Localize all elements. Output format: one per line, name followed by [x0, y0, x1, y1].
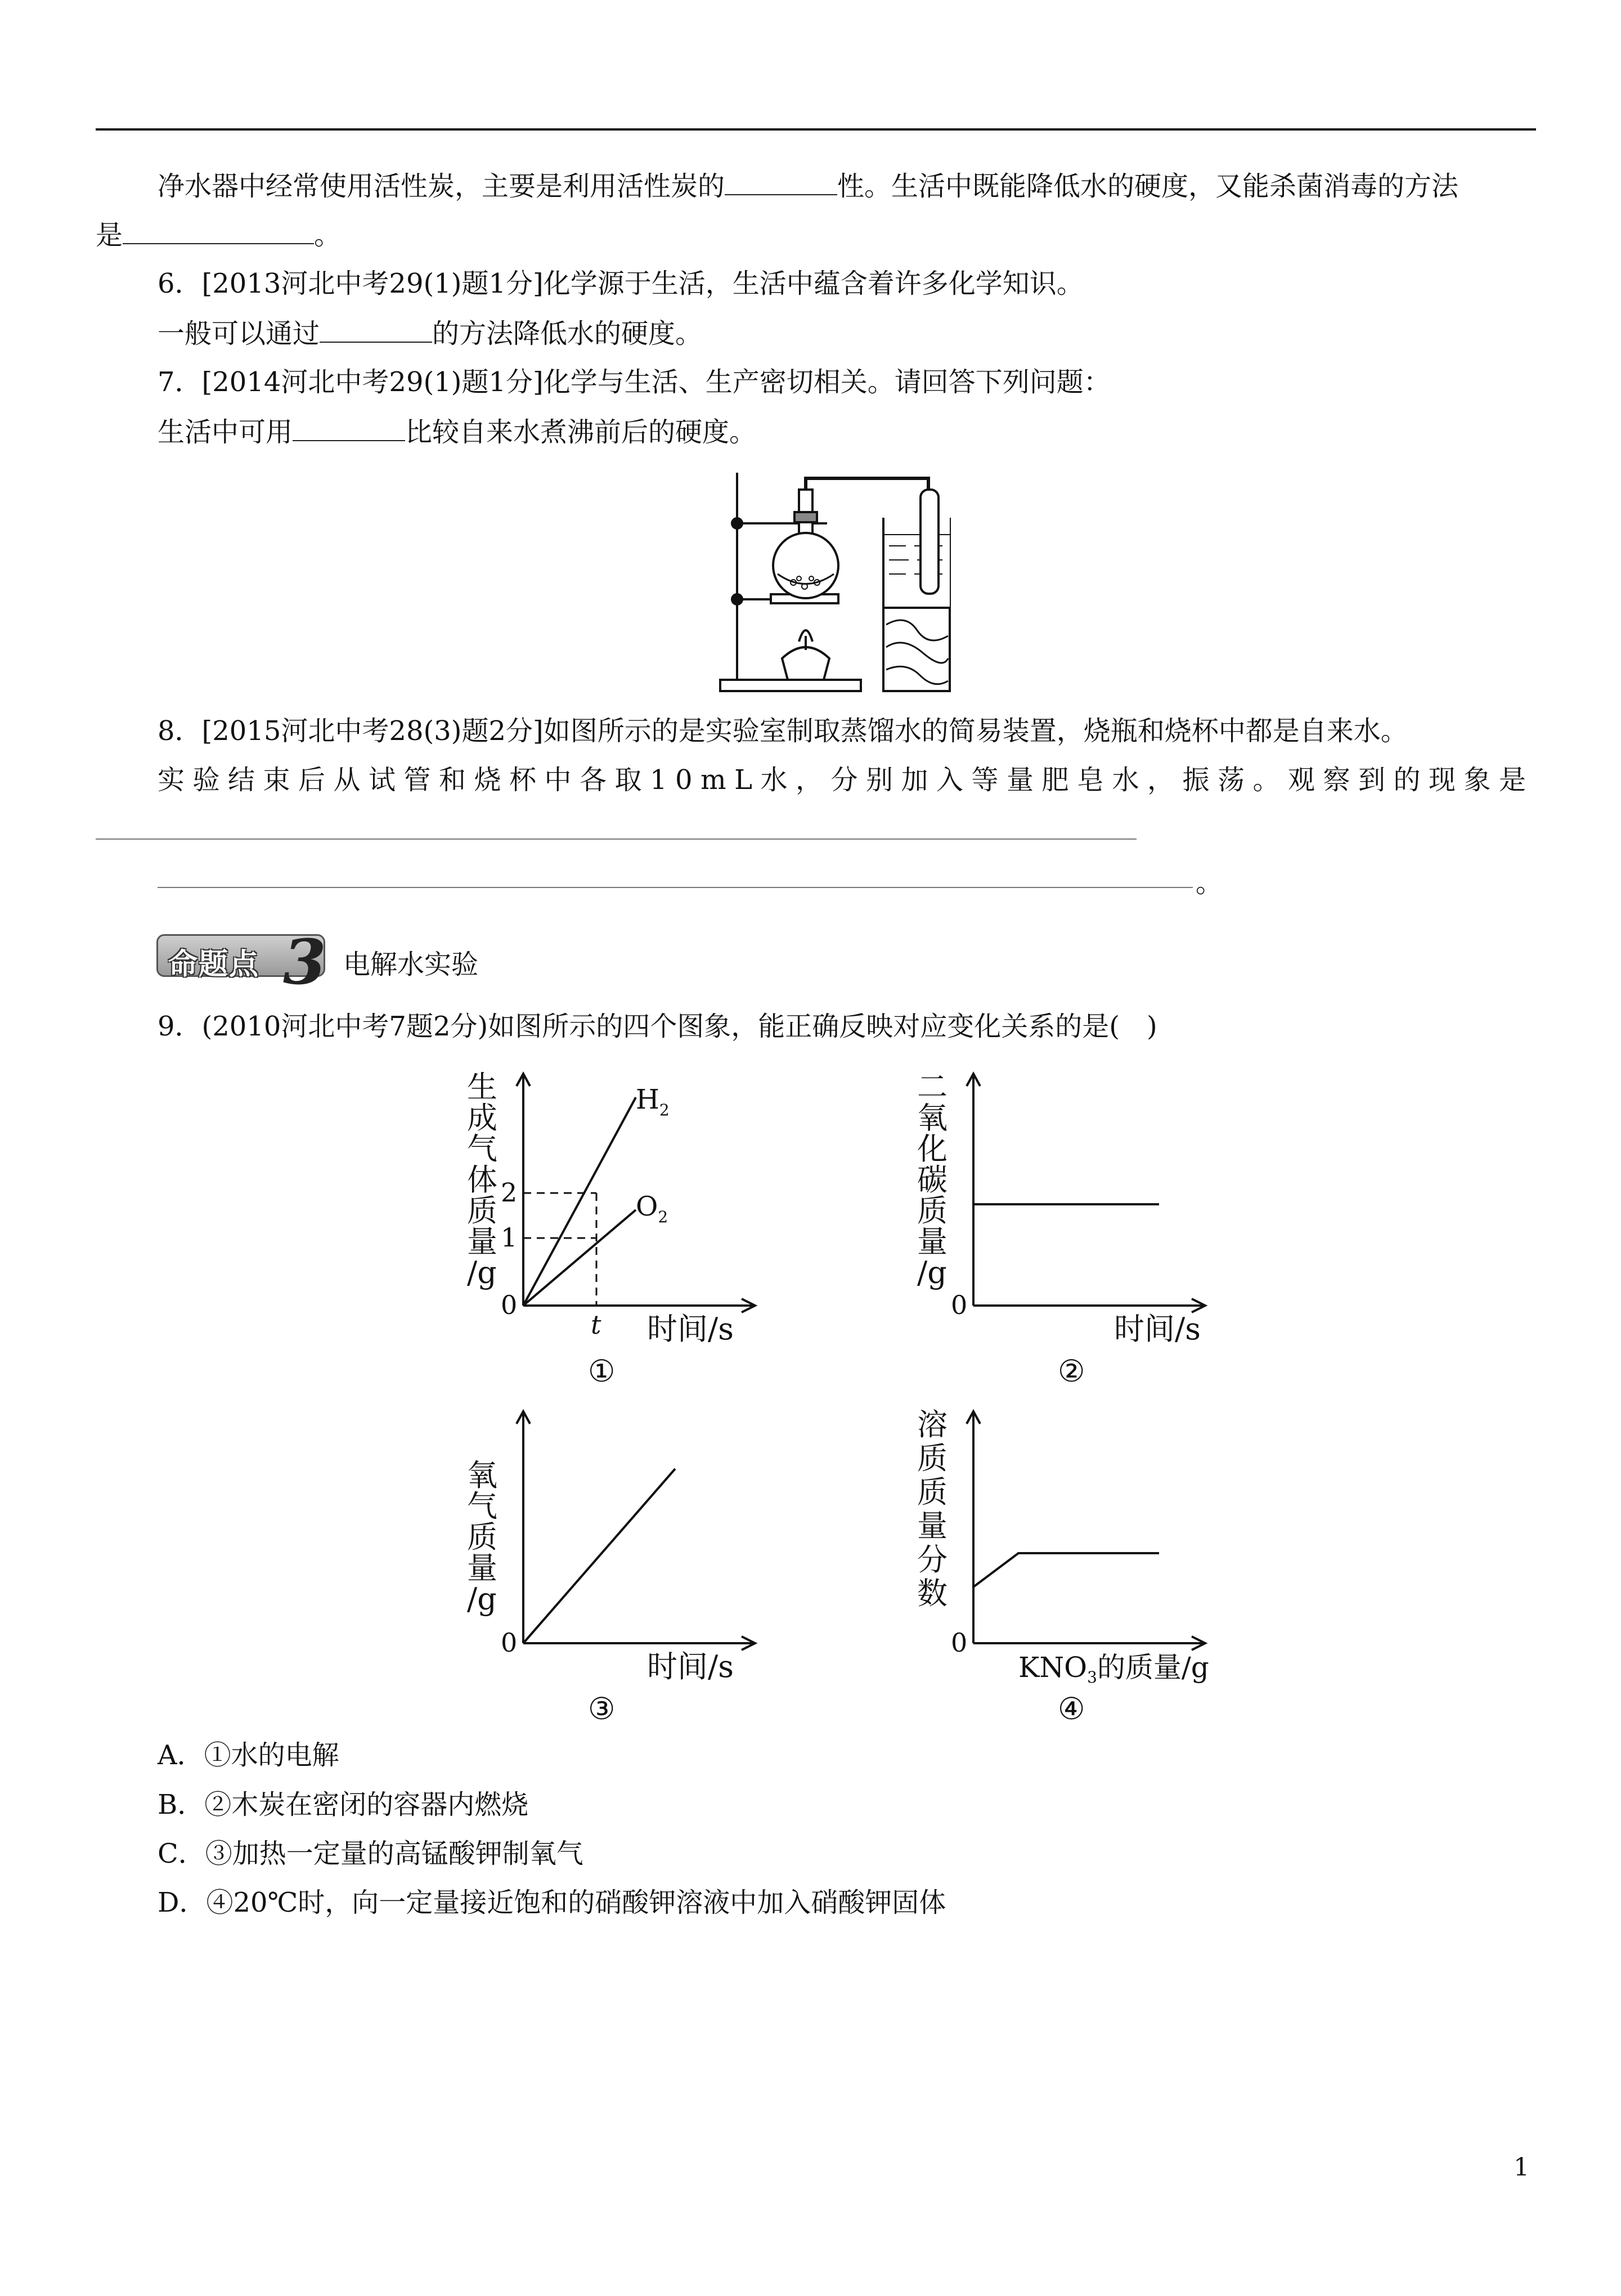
option-a[interactable]: A．①水的电解 [158, 1739, 339, 1771]
q6-text-a: 一般可以通过 [158, 318, 320, 349]
graph3-ylabel-5: /g [467, 1581, 497, 1617]
q9-stem: 9．(2010河北中考7题2分)如图所示的四个图象，能正确反映对应变化关系的是( ) [158, 1011, 1157, 1042]
q8-answer-line-2[interactable] [158, 887, 1193, 888]
q8-stem: 8．[2015河北中考28(3)题2分]如图所示的是实验室制取蒸馏水的简易装置，烧瓶和烧杯中都是自来水。 [158, 715, 1408, 747]
graph2-ylabel-2: 氧 [917, 1100, 948, 1136]
q5-blank-1[interactable] [725, 172, 837, 195]
graph1-ylabel-7: /g [467, 1255, 497, 1290]
graph3-xlabel: 时间/s [647, 1649, 734, 1684]
graph2-ylabel-4: 碳 [917, 1162, 948, 1198]
q5-line1 [158, 172, 1458, 200]
graph4-xlabel-sub: 3 [1087, 1668, 1097, 1687]
graph4-ylabel-3: 质 [917, 1474, 948, 1510]
header-rule [96, 128, 1536, 131]
graph1-series-h2-sub: 2 [659, 1101, 670, 1119]
option-b[interactable]: B．②木炭在密闭的容器内燃烧 [158, 1789, 529, 1820]
q6-stem: 6．[2013河北中考29(1)题1分]化学源于生活，生活中蕴含着许多化学知识。 [158, 268, 1084, 299]
graph1-tick-1: 1 [501, 1222, 518, 1253]
graph3-ylabel-4: 量 [467, 1550, 497, 1586]
graph1-tick-2: 2 [501, 1177, 518, 1208]
q8-line2: 实验结束后从试管和烧杯中各取10mL水，分别加入等量肥皂水，振荡。观察到的现象是 [158, 764, 1534, 796]
page-number: 1 [1514, 2153, 1529, 2182]
q7-blank[interactable] [293, 418, 405, 441]
q5-text-c: 是 [96, 219, 123, 251]
graph2-ylabel-7: /g [917, 1255, 947, 1290]
graph4-ylabel-4: 量 [917, 1508, 948, 1544]
graph1-o2-line [523, 1210, 636, 1306]
graph2-caption: ② [1058, 1353, 1085, 1389]
graph1-series-o2 [636, 1191, 668, 1226]
graph1-ylabel-6: 量 [467, 1224, 497, 1259]
graph1-h2-line [523, 1097, 636, 1306]
graph4-origin: 0 [951, 1627, 968, 1658]
q5-blank-2[interactable] [123, 221, 314, 244]
option-c[interactable]: C．③加热一定量的高锰酸钾制氧气 [158, 1838, 583, 1869]
q7-text-a: 生活中可用 [158, 416, 293, 448]
graph2-ylabel-1: 二 [917, 1069, 948, 1105]
graph2-origin: 0 [951, 1290, 968, 1320]
graph1-ylabel-5: 质 [467, 1193, 497, 1228]
graph2-ylabel-6: 量 [917, 1224, 948, 1259]
distillation-apparatus-figure [715, 467, 951, 698]
graph1-ylabel-3: 气 [467, 1131, 497, 1167]
graph1-series-o2-text: O [636, 1191, 658, 1222]
q5-text-a: 净水器中经常使用活性炭，主要是利用活性炭的 [158, 171, 725, 202]
graph4-xlabel-a: KNO [1018, 1651, 1088, 1684]
graph1-series-h2 [636, 1084, 670, 1119]
graph2-ylabel-3: 化 [917, 1131, 948, 1167]
graph1-caption: ① [588, 1353, 616, 1389]
section-badge-number: 3 [283, 926, 326, 998]
graph1-series-h2-text: H [636, 1084, 659, 1115]
graph3-ylabel-2: 气 [467, 1488, 497, 1524]
graph4-ylabel-2: 质 [917, 1441, 948, 1476]
graph1-series-o2-sub: 2 [658, 1208, 668, 1226]
graph4-caption: ④ [1058, 1691, 1085, 1727]
graph1-ylabel-1: 生 [467, 1069, 497, 1105]
graph1-xlabel: 时间/s [647, 1311, 734, 1347]
q8-end-punct: 。 [1196, 867, 1223, 899]
graph1-origin: 0 [501, 1290, 518, 1320]
graph3-ylabel-3: 质 [467, 1519, 497, 1555]
graph-2 [900, 1064, 1249, 1390]
q8-answer-line-1[interactable] [96, 838, 1137, 840]
graph4-line [973, 1553, 1159, 1587]
graph-4 [900, 1401, 1249, 1728]
graph1-ylabel-4: 体 [467, 1162, 497, 1198]
graph4-ylabel-5: 分 [917, 1542, 948, 1577]
section-badge [156, 926, 326, 998]
graph3-ylabel-1: 氧 [467, 1458, 497, 1493]
q7-text-b: 比较自来水煮沸前后的硬度。 [405, 416, 757, 448]
graph4-ylabel-1: 溶 [917, 1407, 948, 1442]
graph1-tick-t: t [591, 1310, 601, 1340]
graph1-ylabel-2: 成 [467, 1100, 497, 1136]
graph3-caption: ③ [588, 1691, 616, 1727]
q5-text-b: 性。生活中既能降低水的硬度，又能杀菌消毒的方法 [837, 171, 1459, 202]
q5-line2 [96, 221, 341, 249]
graph4-ylabel-6: 数 [917, 1576, 948, 1611]
graph-1 [450, 1064, 799, 1390]
option-d[interactable]: D．④20℃时，向一定量接近饱和的硝酸钾溶液中加入硝酸钾固体 [158, 1887, 946, 1918]
graph-3 [450, 1401, 799, 1728]
graph2-xlabel: 时间/s [1114, 1311, 1201, 1347]
graph4-xlabel [1018, 1651, 1209, 1687]
graph4-xlabel-b: 的质量/g [1097, 1651, 1209, 1684]
section-badge-text: 命题点 [168, 948, 260, 981]
q7-line [158, 418, 756, 446]
q6-text-b: 的方法降低水的硬度。 [432, 318, 703, 349]
section-title: 电解水实验 [343, 949, 479, 980]
q6-line [158, 319, 702, 347]
q5-text-d: 。 [314, 219, 342, 251]
q7-stem: 7．[2014河北中考29(1)题1分]化学与生活、生产密切相关。请回答下列问题： [158, 366, 1111, 398]
q6-blank[interactable] [320, 319, 432, 343]
graph3-origin: 0 [501, 1627, 518, 1658]
graph2-ylabel-5: 质 [917, 1193, 948, 1228]
graph3-line [523, 1469, 675, 1643]
